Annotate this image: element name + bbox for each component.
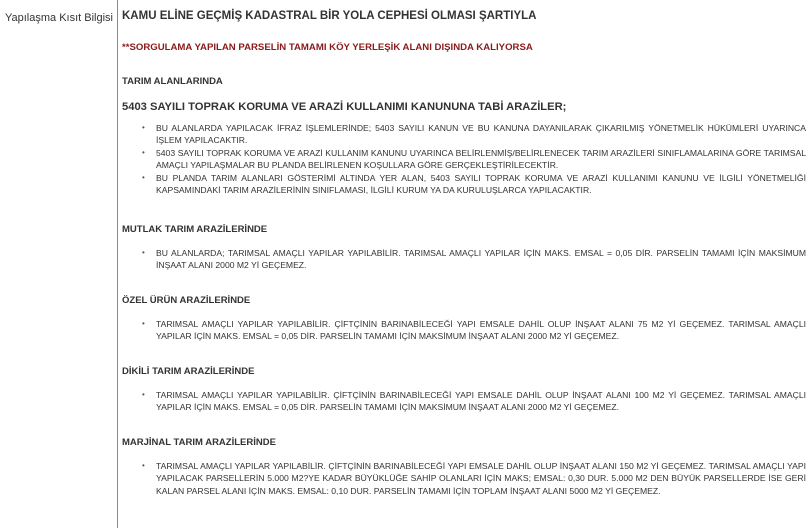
section-heading-dikili: DİKİLİ TARIM ARAZİLERİNDE [122, 366, 255, 377]
list-ozel [122, 318, 806, 343]
row-label: Yapılaşma Kısıt Bilgisi [4, 12, 113, 24]
list-item: • BU ALANLARDA; TARIMSAL AMAÇLI YAPILAR YAPILABİLİR. TARIMSAL AMAÇLI YAPILAR İÇİN MAKS. EMSAL = 0,05 DİR. PARSELİN TAMAMI İÇİN MAKSİMUM İNŞAAT ALANI 2000 M2 Yİ GEÇEMEZ. [122, 247, 806, 272]
section-heading-marjinal: MARJİNAL TARIM ARAZİLERİNDE [122, 437, 276, 448]
law-heading: 5403 SAYILI TOPRAK KORUMA VE ARAZİ KULLANIMI KANUNUNA TABİ ARAZİLER; [122, 101, 567, 113]
list-dikili [122, 389, 806, 414]
section-heading-ozel: ÖZEL ÜRÜN ARAZİLERİNDE [122, 295, 251, 306]
section-heading-mutlak: MUTLAK TARIM ARAZİLERİNDE [122, 224, 268, 235]
list-tarim [122, 122, 806, 196]
list-mutlak [122, 247, 806, 272]
label-column [0, 0, 118, 528]
main-title: KAMU ELİNE GEÇMİŞ KADASTRAL BİR YOLA CEPHESİ OLMASI ŞARTIYLA [122, 10, 537, 22]
list-item: • TARIMSAL AMAÇLI YAPILAR YAPILABİLİR. ÇİFTÇİNİN BARINABİLECEĞİ YAPI EMSALE DAHİL OLUP İNŞAAT ALANI 75 M2 Yİ GEÇEMEZ. TARIMSAL AMAÇLI YAPILAR İÇİN MAKS. EMSAL = 0,05 DİR. PARSELİN TAMAMI İÇİN MAKSİMUM İNŞAAT ALANI 2000 M2 Yİ GEÇEMEZ. [122, 318, 806, 343]
list-item: • 5403 SAYILI TOPRAK KORUMA VE ARAZİ KULLANIM KANUNU UYARINCA BELİRLENMİŞ/BELİRLENECEK TARIM ARAZİLERİ SINIFLAMALARINA GÖRE TARIMSAL AMAÇLI YAPILAŞMALAR BU PLANDA BELİRLENEN KOŞULLARA GÖRE GERÇEKLEŞTİRİLECEKTİR. [122, 147, 806, 172]
list-marjinal [122, 460, 806, 497]
section-heading-tarim: TARIM ALANLARINDA [122, 76, 223, 87]
list-item: • TARIMSAL AMAÇLI YAPILAR YAPILABİLİR. ÇİFTÇİNİN BARINABİLECEĞİ YAPI EMSALE DAHİL OLUP İNŞAAT ALANI 100 M2 Yİ GEÇEMEZ. TARIMSAL AMAÇLI YAPILAR İÇİN MAKS. EMSAL = 0,05 DİR. PARSELİN TAMAMI İÇİN MAKSİMUM İNŞAAT ALANI 2000 M2 Yİ GEÇEMEZ. [122, 389, 806, 414]
list-item: • BU ALANLARDA YAPILACAK İFRAZ İŞLEMLERİNDE; 5403 SAYILI KANUN VE BU KANUNA DAYANILARAK ÇIKARILMIŞ YÖNETMELİK HÜKÜMLERİ UYARINCA İŞLEM YAPILACAKTIR. [122, 122, 806, 147]
list-item: • BU PLANDA TARIM ALANLARI GÖSTERİMİ ALTINDA YER ALAN, 5403 SAYILI TOPRAK KORUMA VE ARAZİ KULLANIMI KANUNU VE İLGİLİ YÖNETMELİĞİ KAPSAMINDAKİ TARIM ARAZİLERİNİN SINIFLAMASI, İLGİLİ KURUM YA DA KURULUŞLARCA YAPILACAKTIR. [122, 172, 806, 197]
warning-note: **SORGULAMA YAPILAN PARSELİN TAMAMI KÖY YERLEŞİK ALANI DIŞINDA KALIYORSA [122, 42, 533, 53]
list-item: • TARIMSAL AMAÇLI YAPILAR YAPILABİLİR. ÇİFTÇİNİN BARINABİLECEĞİ YAPI EMSALE DAHİL OLUP İNŞAAT ALANI 150 M2 Yİ GEÇEMEZ. TARIMSAL AMAÇLI YAPI YAPILACAK PARSELLERİN 5.000 M2?YE KADAR BÜYÜKLÜĞE SAHİP OLANLARI İÇİN MAKS; EMSAL: 0,30 DUR. 5.000 M2 DEN BÜYÜK PARSELLERDE İSE GERİ KALAN PARSEL ALANI İÇİN MAKS. EMSAL: 0,10 DUR. PARSELİN TAMAMI İÇİN TOPLAM İNŞAAT ALANI 5000 M2 Yİ GEÇEMEZ. [122, 460, 806, 497]
